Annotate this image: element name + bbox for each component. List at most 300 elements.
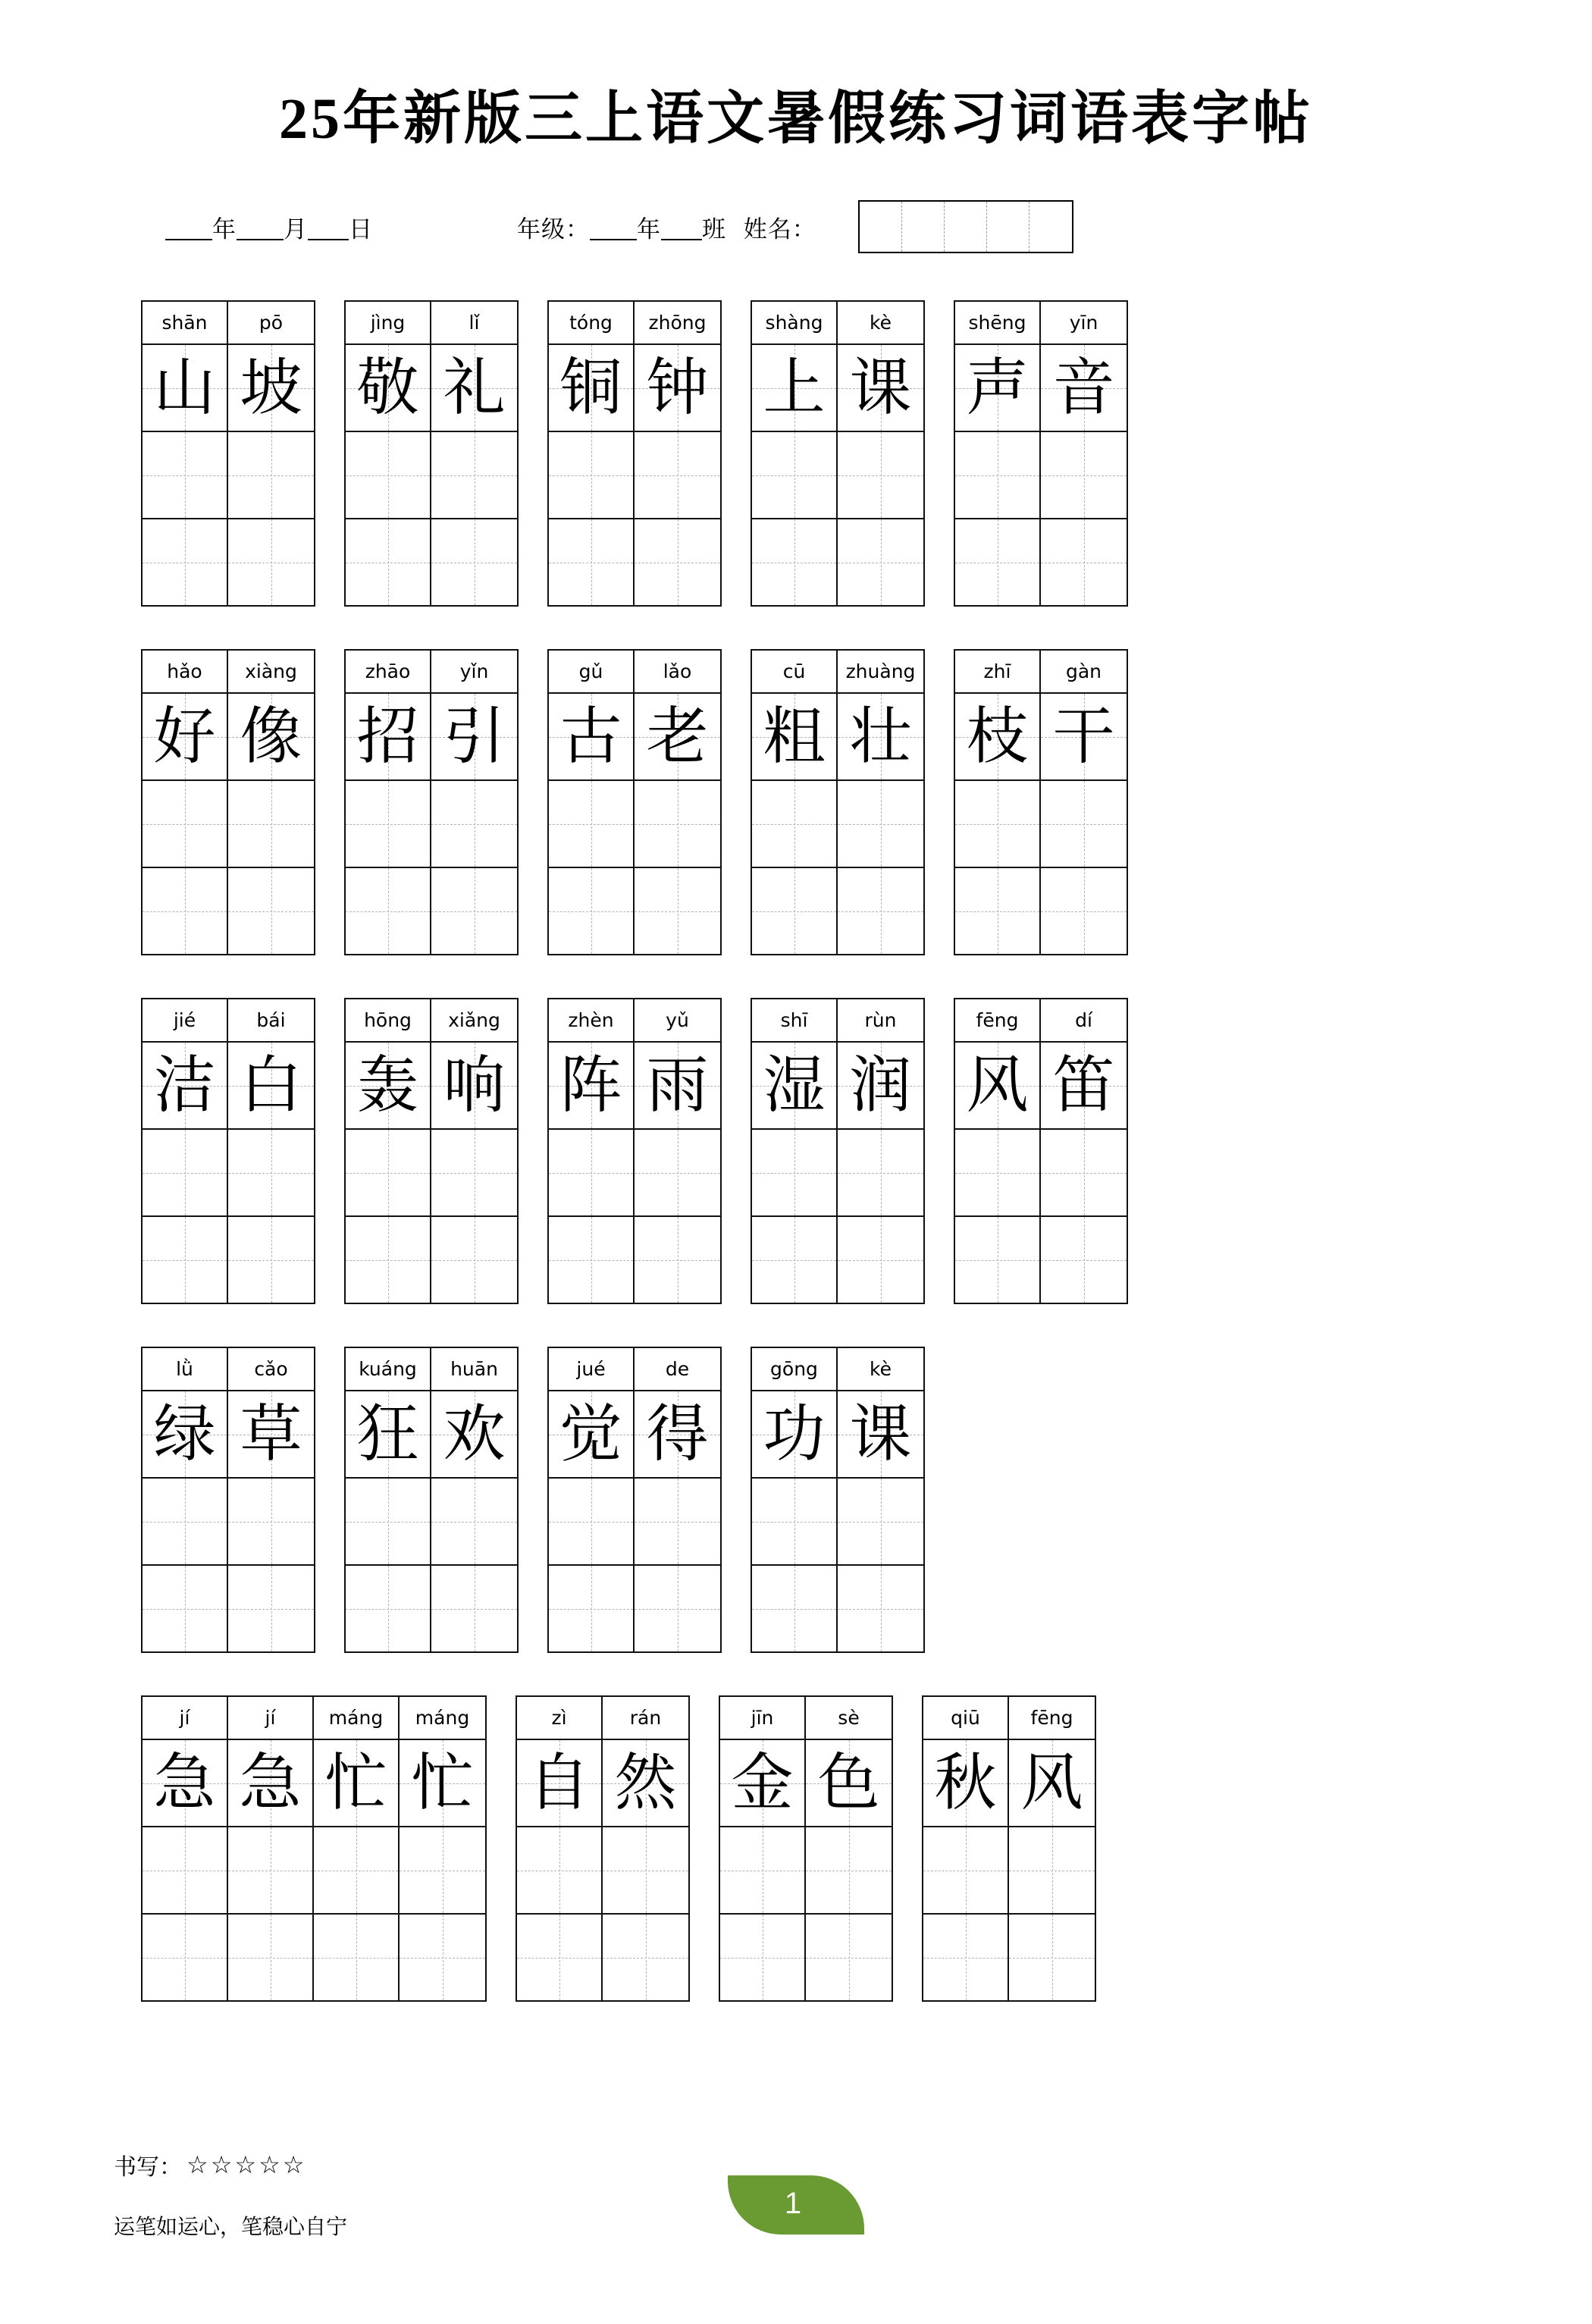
pinyin-row — [751, 1347, 925, 1390]
hanzi-glyph: 觉 — [559, 1397, 622, 1470]
pinyin-cell: zhōng — [648, 312, 707, 334]
pinyin-row — [141, 649, 315, 692]
practice-blank-cell[interactable] — [838, 1566, 923, 1651]
hanzi-glyph: 响 — [443, 1049, 506, 1121]
leaf-shape — [728, 2175, 864, 2235]
pinyin-cell: yǔ — [666, 1009, 689, 1031]
name-box[interactable] — [902, 202, 945, 252]
practice-blank-cell[interactable] — [955, 781, 1041, 867]
character-cell — [635, 1391, 720, 1477]
practice-blank-cell[interactable] — [838, 781, 923, 867]
pinyin-cell: dí — [1075, 1009, 1092, 1031]
practice-blank-row[interactable] — [516, 1913, 690, 2002]
practice-blank-cell[interactable] — [549, 432, 635, 518]
character-cell — [143, 345, 228, 431]
practice-blank-row[interactable] — [344, 518, 519, 607]
character-row — [344, 692, 519, 779]
character-cell — [1041, 345, 1127, 431]
pinyin-cell: shān — [143, 302, 228, 343]
pinyin-cell: lǜ — [143, 1348, 228, 1390]
year-blank[interactable] — [165, 216, 212, 240]
practice-blank-row[interactable] — [141, 1128, 315, 1215]
practice-blank-cell[interactable] — [1009, 1915, 1095, 2000]
practice-blank-row[interactable] — [547, 1215, 722, 1304]
day-blank[interactable] — [308, 216, 349, 240]
character-cell — [549, 1391, 635, 1477]
practice-blank-row[interactable] — [751, 518, 925, 607]
practice-blank-cell[interactable] — [549, 519, 635, 605]
practice-blank-cell[interactable] — [603, 1915, 688, 2000]
practice-blank-row[interactable] — [751, 431, 925, 518]
practice-blank-row[interactable] — [719, 1913, 893, 2002]
practice-blank-row[interactable] — [751, 1477, 925, 1564]
practice-blank-cell[interactable] — [346, 1130, 431, 1215]
practice-blank-cell[interactable] — [838, 1479, 923, 1564]
grade-label: 年级： — [517, 215, 590, 243]
practice-blank-cell[interactable] — [635, 519, 720, 605]
practice-blank-cell[interactable] — [838, 519, 923, 605]
practice-blank-cell[interactable] — [752, 781, 838, 867]
practice-blank-row[interactable] — [954, 1215, 1128, 1304]
pinyin-cell: zhāo — [346, 651, 431, 692]
character-cell — [720, 1740, 806, 1826]
hanzi-glyph: 色 — [817, 1746, 880, 1819]
word-group — [547, 300, 722, 607]
hanzi-glyph: 白 — [240, 1049, 302, 1121]
word-group — [547, 998, 722, 1304]
character-row — [751, 1041, 925, 1128]
character-cell — [838, 345, 923, 431]
practice-blank-row[interactable] — [547, 1477, 722, 1564]
character-cell — [752, 694, 838, 779]
practice-blank-cell[interactable] — [314, 1827, 400, 1913]
practice-blank-cell[interactable] — [806, 1915, 892, 2000]
practice-blank-cell[interactable] — [549, 1479, 635, 1564]
pinyin-cell: kè — [870, 1358, 892, 1380]
practice-blank-cell[interactable] — [228, 1827, 314, 1913]
character-cell — [143, 1391, 228, 1477]
practice-blank-cell[interactable] — [549, 1217, 635, 1303]
practice-blank-cell[interactable] — [228, 1915, 314, 2000]
practice-blank-cell[interactable] — [752, 1217, 838, 1303]
character-cell — [431, 694, 517, 779]
character-cell — [143, 694, 228, 779]
pinyin-row — [141, 1695, 487, 1739]
practice-blank-cell[interactable] — [143, 1827, 228, 1913]
practice-blank-row[interactable] — [922, 1913, 1096, 2002]
pinyin-row — [954, 998, 1128, 1041]
practice-blank-cell[interactable] — [752, 868, 838, 954]
character-cell — [838, 1391, 923, 1477]
practice-row — [141, 1695, 1592, 2002]
pinyin-cell: qiū — [923, 1697, 1009, 1739]
hanzi-glyph: 枝 — [966, 700, 1029, 773]
word-group — [922, 1695, 1096, 2002]
hanzi-glyph: 干 — [1052, 700, 1115, 773]
word-group — [751, 998, 925, 1304]
practice-blank-cell[interactable] — [143, 781, 228, 867]
practice-blank-cell[interactable] — [955, 868, 1041, 954]
character-row — [547, 1041, 722, 1128]
pinyin-cell: sè — [838, 1707, 860, 1729]
character-cell — [228, 1043, 314, 1128]
hanzi-glyph: 引 — [443, 700, 506, 773]
practice-blank-row[interactable] — [141, 1477, 315, 1564]
character-cell — [1041, 694, 1127, 779]
practice-blank-cell[interactable] — [346, 519, 431, 605]
word-group — [344, 300, 519, 607]
practice-blank-cell[interactable] — [346, 1217, 431, 1303]
pinyin-cell: jīn — [720, 1697, 806, 1739]
pinyin-cell: de — [665, 1358, 690, 1380]
practice-blank-row[interactable] — [141, 779, 315, 867]
day-label: 日 — [349, 215, 373, 243]
hanzi-glyph: 狂 — [356, 1397, 419, 1470]
practice-blank-row[interactable] — [141, 1215, 315, 1304]
grade-blank[interactable] — [590, 216, 637, 240]
pinyin-row — [344, 649, 519, 692]
practice-blank-row[interactable] — [344, 431, 519, 518]
word-group — [516, 1695, 690, 2002]
pinyin-cell: fēng — [955, 999, 1041, 1041]
practice-blank-cell[interactable] — [143, 1130, 228, 1215]
hanzi-glyph: 功 — [763, 1397, 826, 1470]
practice-blank-cell[interactable] — [431, 1566, 517, 1651]
word-group — [344, 1347, 519, 1653]
practice-blank-row[interactable] — [547, 1564, 722, 1653]
pinyin-row — [141, 1347, 315, 1390]
pinyin-cell: kuáng — [346, 1348, 431, 1390]
hanzi-glyph: 声 — [966, 351, 1029, 424]
word-group — [954, 649, 1128, 955]
word-group — [344, 649, 519, 955]
practice-blank-cell[interactable] — [228, 1479, 314, 1564]
word-group — [141, 998, 315, 1304]
character-cell — [1009, 1740, 1095, 1826]
practice-blank-cell[interactable] — [635, 868, 720, 954]
practice-blank-cell[interactable] — [955, 519, 1041, 605]
practice-blank-row[interactable] — [141, 518, 315, 607]
practice-blank-cell[interactable] — [143, 1566, 228, 1651]
character-cell — [431, 1391, 517, 1477]
practice-blank-cell[interactable] — [752, 1130, 838, 1215]
hanzi-glyph: 上 — [763, 351, 826, 424]
pinyin-cell: xiàng — [245, 660, 297, 682]
character-cell — [635, 1043, 720, 1128]
practice-blank-cell[interactable] — [1041, 868, 1127, 954]
practice-blank-row[interactable] — [954, 518, 1128, 607]
word-group — [141, 1695, 487, 2002]
character-row — [141, 1041, 315, 1128]
character-cell — [806, 1740, 892, 1826]
practice-blank-cell[interactable] — [431, 432, 517, 518]
practice-blank-row[interactable] — [141, 867, 315, 955]
practice-blank-cell[interactable] — [1009, 1827, 1095, 1913]
practice-blank-row[interactable] — [751, 1215, 925, 1304]
pinyin-row — [344, 998, 519, 1041]
practice-blank-cell[interactable] — [143, 432, 228, 518]
character-cell — [314, 1740, 400, 1826]
practice-blank-cell[interactable] — [346, 1479, 431, 1564]
hanzi-glyph: 忙 — [411, 1746, 474, 1819]
word-group — [751, 649, 925, 955]
practice-blank-cell[interactable] — [838, 1130, 923, 1215]
character-cell — [603, 1740, 688, 1826]
page-number: 1 — [784, 2186, 802, 2220]
practice-blank-row[interactable] — [516, 1826, 690, 1913]
practice-blank-cell[interactable] — [400, 1827, 485, 1913]
hanzi-glyph: 洁 — [153, 1049, 216, 1121]
pinyin-cell: zì — [517, 1697, 603, 1739]
practice-blank-cell[interactable] — [955, 1130, 1041, 1215]
character-cell — [228, 1391, 314, 1477]
practice-blank-cell[interactable] — [143, 1479, 228, 1564]
pinyin-cell: jìng — [346, 302, 431, 343]
practice-blank-cell[interactable] — [346, 868, 431, 954]
practice-blank-row[interactable] — [344, 1564, 519, 1653]
practice-blank-cell[interactable] — [228, 868, 314, 954]
practice-blank-cell[interactable] — [228, 781, 314, 867]
practice-blank-cell[interactable] — [955, 1217, 1041, 1303]
hanzi-glyph: 风 — [966, 1049, 1029, 1121]
practice-row — [141, 649, 1592, 955]
practice-blank-cell[interactable] — [1041, 781, 1127, 867]
pinyin-cell: yīn — [1069, 312, 1098, 334]
pinyin-cell: gōng — [752, 1348, 838, 1390]
character-cell — [635, 694, 720, 779]
practice-blank-cell[interactable] — [228, 1217, 314, 1303]
pinyin-row — [751, 649, 925, 692]
practice-blank-cell[interactable] — [923, 1827, 1009, 1913]
pinyin-row — [547, 649, 722, 692]
pinyin-cell: gǔ — [549, 651, 635, 692]
practice-blank-cell[interactable] — [838, 1217, 923, 1303]
practice-blank-row[interactable] — [954, 867, 1128, 955]
practice-blank-cell[interactable] — [400, 1915, 485, 2000]
hanzi-glyph: 课 — [849, 1397, 912, 1470]
practice-blank-cell[interactable] — [635, 1130, 720, 1215]
practice-blank-cell[interactable] — [838, 432, 923, 518]
practice-blank-row[interactable] — [547, 779, 722, 867]
character-cell — [517, 1740, 603, 1826]
practice-blank-row[interactable] — [141, 1564, 315, 1653]
page-number-badge — [0, 2175, 1592, 2235]
hanzi-glyph: 风 — [1020, 1746, 1083, 1819]
word-group — [344, 998, 519, 1304]
practice-blank-cell[interactable] — [431, 1217, 517, 1303]
practice-blank-cell[interactable] — [635, 1479, 720, 1564]
practice-blank-row[interactable] — [954, 1128, 1128, 1215]
practice-blank-row[interactable] — [344, 1128, 519, 1215]
word-group — [954, 998, 1128, 1304]
pinyin-row — [719, 1695, 893, 1739]
pinyin-cell: máng — [314, 1697, 400, 1739]
pinyin-cell: cū — [752, 651, 838, 692]
practice-blank-cell[interactable] — [517, 1915, 603, 2000]
practice-blank-cell[interactable] — [346, 781, 431, 867]
practice-blank-cell[interactable] — [517, 1827, 603, 1913]
practice-row — [141, 998, 1592, 1304]
pinyin-row — [141, 998, 315, 1041]
practice-blank-cell[interactable] — [1041, 1217, 1127, 1303]
class-blank[interactable] — [661, 216, 702, 240]
name-box[interactable] — [987, 202, 1029, 252]
pinyin-cell: kè — [870, 312, 892, 334]
star-rating-icon[interactable]: ☆☆☆☆☆ — [186, 2151, 307, 2178]
practice-blank-cell[interactable] — [635, 1217, 720, 1303]
character-cell — [400, 1740, 485, 1826]
practice-blank-cell[interactable] — [549, 1566, 635, 1651]
character-row — [751, 692, 925, 779]
practice-blank-row[interactable] — [954, 779, 1128, 867]
practice-blank-cell[interactable] — [635, 1566, 720, 1651]
practice-blank-row[interactable] — [141, 1826, 487, 1913]
hanzi-glyph: 雨 — [646, 1049, 709, 1121]
pinyin-row — [141, 300, 315, 343]
practice-blank-row[interactable] — [547, 1128, 722, 1215]
word-group — [751, 300, 925, 607]
practice-blank-row[interactable] — [954, 431, 1128, 518]
practice-blank-cell[interactable] — [923, 1915, 1009, 2000]
character-cell — [228, 694, 314, 779]
name-box[interactable] — [945, 202, 987, 252]
practice-blank-cell[interactable] — [431, 868, 517, 954]
pinyin-cell: jié — [143, 999, 228, 1041]
practice-blank-cell[interactable] — [431, 1130, 517, 1215]
practice-blank-cell[interactable] — [143, 1915, 228, 2000]
practice-blank-row[interactable] — [344, 867, 519, 955]
practice-blank-row[interactable] — [922, 1826, 1096, 1913]
character-cell — [549, 345, 635, 431]
name-input-boxes[interactable] — [858, 200, 1073, 253]
pinyin-cell: bái — [256, 1009, 286, 1031]
practice-blank-cell[interactable] — [603, 1827, 688, 1913]
pinyin-cell: rùn — [864, 1009, 897, 1031]
hanzi-glyph: 笛 — [1052, 1049, 1115, 1121]
practice-blank-row[interactable] — [344, 1215, 519, 1304]
hanzi-glyph: 课 — [849, 351, 912, 424]
pinyin-cell: huān — [450, 1358, 498, 1380]
practice-blank-cell[interactable] — [346, 1566, 431, 1651]
character-row — [751, 1390, 925, 1477]
practice-blank-row[interactable] — [344, 1477, 519, 1564]
character-cell — [752, 1391, 838, 1477]
pinyin-row — [547, 998, 722, 1041]
hanzi-glyph: 招 — [356, 700, 419, 773]
month-label: 月 — [284, 215, 308, 243]
practice-blank-cell[interactable] — [549, 1130, 635, 1215]
pinyin-cell: shàng — [752, 302, 838, 343]
pinyin-cell: jué — [549, 1348, 635, 1390]
hanzi-glyph: 钟 — [646, 351, 709, 424]
character-row — [547, 1390, 722, 1477]
practice-blank-cell[interactable] — [806, 1827, 892, 1913]
practice-blank-cell[interactable] — [955, 432, 1041, 518]
practice-blank-row[interactable] — [344, 779, 519, 867]
pinyin-cell: tóng — [549, 302, 635, 343]
practice-blank-cell[interactable] — [720, 1915, 806, 2000]
name-box[interactable] — [860, 202, 902, 252]
character-row — [344, 1041, 519, 1128]
character-row — [547, 692, 722, 779]
practice-blank-cell[interactable] — [1041, 432, 1127, 518]
character-cell — [431, 345, 517, 431]
practice-blank-cell[interactable] — [1041, 519, 1127, 605]
character-row — [751, 343, 925, 431]
practice-blank-cell[interactable] — [228, 519, 314, 605]
practice-blank-row[interactable] — [751, 1128, 925, 1215]
date-field — [165, 210, 373, 244]
practice-blank-cell[interactable] — [346, 432, 431, 518]
practice-blank-cell[interactable] — [143, 519, 228, 605]
practice-blank-cell[interactable] — [431, 519, 517, 605]
practice-blank-cell[interactable] — [1041, 1130, 1127, 1215]
class-label: 班 — [702, 215, 726, 243]
hanzi-glyph: 好 — [153, 700, 216, 773]
character-row — [344, 1390, 519, 1477]
practice-blank-cell[interactable] — [314, 1915, 400, 2000]
practice-blank-cell[interactable] — [431, 1479, 517, 1564]
practice-blank-row[interactable] — [751, 867, 925, 955]
hanzi-glyph: 润 — [849, 1049, 912, 1121]
practice-blank-row[interactable] — [547, 518, 722, 607]
pinyin-cell: xiǎng — [448, 1009, 500, 1031]
character-cell — [752, 1043, 838, 1128]
name-box[interactable] — [1029, 202, 1072, 252]
worksheet-page — [0, 72, 1592, 2324]
pinyin-cell: máng — [415, 1707, 470, 1729]
hanzi-glyph: 老 — [646, 700, 709, 773]
practice-blank-row[interactable] — [547, 867, 722, 955]
practice-blank-cell[interactable] — [752, 432, 838, 518]
practice-blank-cell[interactable] — [838, 868, 923, 954]
pinyin-row — [751, 300, 925, 343]
practice-blank-cell[interactable] — [228, 1130, 314, 1215]
hanzi-glyph: 草 — [240, 1397, 302, 1470]
month-blank[interactable] — [237, 216, 284, 240]
practice-blank-cell[interactable] — [752, 519, 838, 605]
practice-blank-row[interactable] — [719, 1826, 893, 1913]
practice-blank-row[interactable] — [141, 431, 315, 518]
pinyin-cell: lǎo — [663, 660, 692, 682]
character-cell — [752, 345, 838, 431]
practice-blank-cell[interactable] — [549, 868, 635, 954]
practice-blank-row[interactable] — [547, 431, 722, 518]
practice-blank-cell[interactable] — [752, 1566, 838, 1651]
practice-blank-cell[interactable] — [143, 1217, 228, 1303]
hanzi-glyph: 自 — [528, 1746, 591, 1819]
practice-blank-cell[interactable] — [143, 868, 228, 954]
motto-text: 运笔如运心，笔稳心自宁 — [114, 2216, 348, 2239]
practice-blank-cell[interactable] — [228, 1566, 314, 1651]
hanzi-glyph: 像 — [240, 700, 302, 773]
hanzi-glyph: 欢 — [443, 1397, 506, 1470]
practice-blank-cell[interactable] — [228, 432, 314, 518]
practice-blank-row[interactable] — [141, 1913, 487, 2002]
word-group — [141, 1347, 315, 1653]
page-title: 25年新版三上语文暑假练习词语表字帖 — [279, 87, 1313, 151]
practice-blank-row[interactable] — [751, 779, 925, 867]
practice-blank-cell[interactable] — [635, 781, 720, 867]
practice-blank-cell[interactable] — [549, 781, 635, 867]
character-row — [922, 1739, 1096, 1826]
practice-blank-cell[interactable] — [635, 432, 720, 518]
grade-year-label: 年 — [637, 215, 661, 243]
practice-blank-cell[interactable] — [431, 781, 517, 867]
practice-blank-cell[interactable] — [752, 1479, 838, 1564]
practice-blank-row[interactable] — [751, 1564, 925, 1653]
practice-blank-cell[interactable] — [720, 1827, 806, 1913]
